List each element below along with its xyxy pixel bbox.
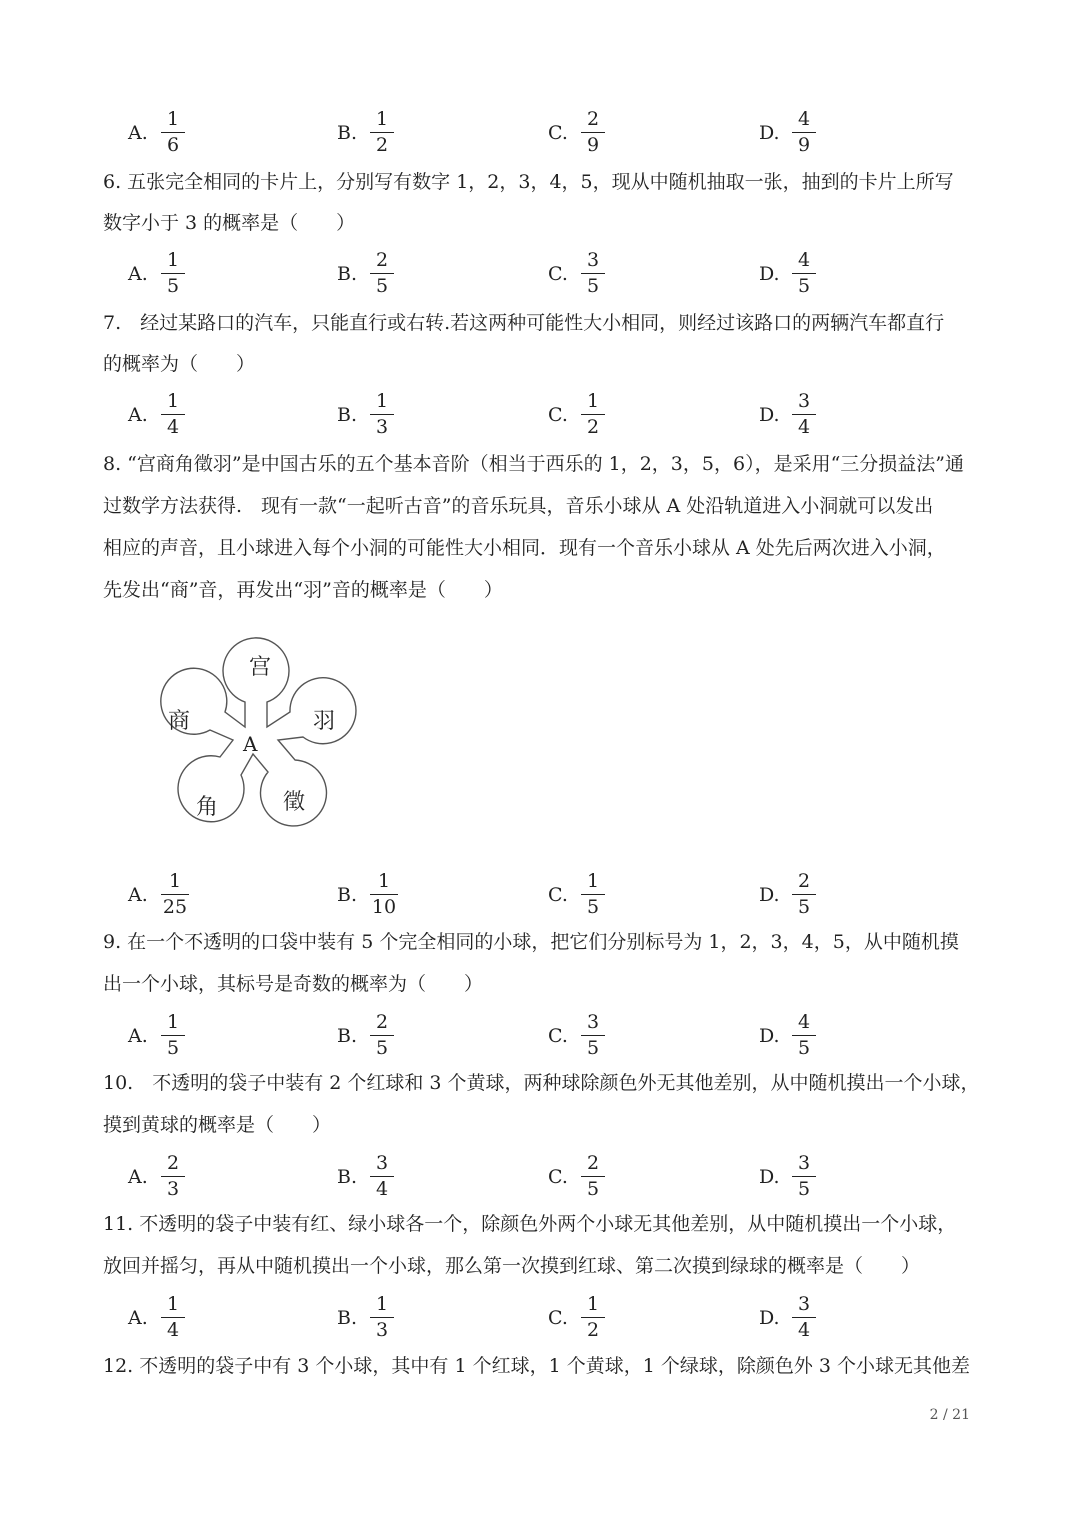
fraction xyxy=(789,108,819,158)
fraction-bar xyxy=(581,132,605,133)
fraction xyxy=(789,870,819,920)
fraction xyxy=(789,249,819,299)
option-row xyxy=(0,108,1080,158)
fraction-bar xyxy=(370,273,394,274)
fraction-bar xyxy=(792,1176,816,1177)
fraction-denominator: 5 xyxy=(797,896,811,918)
fraction xyxy=(578,1293,608,1343)
option-label: C. xyxy=(548,1166,568,1188)
fraction-numerator: 4 xyxy=(797,1011,811,1033)
fraction-denominator: 9 xyxy=(586,134,600,156)
fraction-bar xyxy=(792,894,816,895)
fraction xyxy=(578,108,608,158)
fraction xyxy=(578,1152,608,1202)
option-label: C. xyxy=(548,263,568,285)
fraction-denominator: 5 xyxy=(375,1037,389,1059)
fraction-denominator: 4 xyxy=(797,416,811,438)
option-label: C. xyxy=(548,1025,568,1047)
fraction-numerator: 1 xyxy=(166,390,180,412)
fraction-denominator: 5 xyxy=(166,275,180,297)
fraction-numerator: 3 xyxy=(797,1293,811,1315)
center-a: A xyxy=(243,732,258,756)
fraction xyxy=(158,1152,188,1202)
fraction-numerator: 1 xyxy=(586,1293,600,1315)
fraction xyxy=(367,1152,397,1202)
fraction xyxy=(578,870,608,920)
music-ball-diagram xyxy=(140,632,365,847)
option-row xyxy=(0,870,1080,920)
fraction-numerator: 2 xyxy=(586,1152,600,1174)
q10-line1: 10. 不透明的袋子中装有 2 个红球和 3 个黄球，两种球除颜色外无其他差别，从中随机摸出一个小球， xyxy=(103,1072,980,1094)
fraction-bar xyxy=(581,1176,605,1177)
option-label: B. xyxy=(337,1307,358,1329)
fraction-bar xyxy=(792,132,816,133)
fraction-numerator: 1 xyxy=(375,108,389,130)
fraction-numerator: 1 xyxy=(166,108,180,130)
option-label: B. xyxy=(337,1025,358,1047)
option-label: A. xyxy=(128,1307,148,1329)
fraction-numerator: 4 xyxy=(797,108,811,130)
fraction-bar xyxy=(792,1317,816,1318)
option-row xyxy=(0,1293,1080,1343)
option-label: D. xyxy=(759,263,780,285)
option-label: B. xyxy=(337,122,358,144)
option-label: C. xyxy=(548,884,568,906)
fraction-numerator: 1 xyxy=(166,249,180,271)
fraction-denominator: 5 xyxy=(797,275,811,297)
fraction xyxy=(367,1011,397,1061)
fraction-numerator: 3 xyxy=(375,1152,389,1174)
option-label: D. xyxy=(759,122,780,144)
fraction-numerator: 2 xyxy=(797,870,811,892)
fraction-numerator: 1 xyxy=(586,870,600,892)
fraction-denominator: 4 xyxy=(166,1319,180,1341)
option-label: D. xyxy=(759,1025,780,1047)
note-jiao: 角 xyxy=(196,795,219,820)
option-label: C. xyxy=(548,1307,568,1329)
fraction-denominator: 10 xyxy=(371,896,397,918)
q8-line2: 过数学方法获得. 现有一款“一起听古音”的音乐玩具，音乐小球从 A 处沿轨道进入小洞就可以发出 xyxy=(103,495,934,517)
fraction-bar xyxy=(161,1176,185,1177)
q7-line2: 的概率为（ ） xyxy=(103,353,256,375)
fraction-bar xyxy=(161,414,185,415)
fraction-numerator: 2 xyxy=(375,249,389,271)
fraction-numerator: 2 xyxy=(166,1152,180,1174)
fraction-denominator: 5 xyxy=(797,1178,811,1200)
option-row xyxy=(0,1011,1080,1061)
fraction-numerator: 3 xyxy=(586,249,600,271)
q7-line1: 7. 经过某路口的汽车，只能直行或右转.若这两种可能性大小相同，则经过该路口的两辆汽车都直行 xyxy=(103,312,945,334)
fraction-numerator: 1 xyxy=(166,1011,180,1033)
fraction-bar xyxy=(161,1035,185,1036)
fraction-bar xyxy=(792,1035,816,1036)
fraction-denominator: 6 xyxy=(166,134,180,156)
option-label: A. xyxy=(128,263,148,285)
option-label: C. xyxy=(548,404,568,426)
fraction-denominator: 5 xyxy=(797,1037,811,1059)
note-zhi: 徵 xyxy=(283,790,306,815)
fraction-bar xyxy=(581,1317,605,1318)
fraction-denominator: 5 xyxy=(586,1178,600,1200)
page-number: 2 / 21 xyxy=(929,1407,970,1423)
option-row xyxy=(0,1152,1080,1202)
option-label: A. xyxy=(128,404,148,426)
option-label: C. xyxy=(548,122,568,144)
fraction xyxy=(789,1293,819,1343)
option-label: B. xyxy=(337,263,358,285)
fraction-bar xyxy=(161,273,185,274)
fraction xyxy=(789,390,819,440)
fraction-denominator: 2 xyxy=(586,1319,600,1341)
fraction-numerator: 2 xyxy=(586,108,600,130)
option-label: B. xyxy=(337,884,358,906)
option-label: D. xyxy=(759,1166,780,1188)
fraction-denominator: 3 xyxy=(375,416,389,438)
fraction xyxy=(367,108,397,158)
fraction-denominator: 5 xyxy=(375,275,389,297)
fraction xyxy=(367,1293,397,1343)
fraction-numerator: 2 xyxy=(375,1011,389,1033)
fraction-bar xyxy=(581,273,605,274)
q8-line4: 先发出“商”音，再发出“羽”音的概率是（ ） xyxy=(103,579,503,601)
note-gong: 宫 xyxy=(249,655,272,680)
option-label: D. xyxy=(759,1307,780,1329)
fraction xyxy=(578,390,608,440)
fraction xyxy=(158,870,192,920)
q12-line1: 12. 不透明的袋子中有 3 个小球，其中有 1 个红球，1 个黄球，1 个绿球，除颜色外 3 个小球无其他差 xyxy=(103,1355,971,1377)
note-yu: 羽 xyxy=(313,709,336,734)
fraction-bar xyxy=(792,414,816,415)
fraction xyxy=(158,249,188,299)
option-label: D. xyxy=(759,884,780,906)
fraction-numerator: 1 xyxy=(166,1293,180,1315)
q6-line1: 6. 五张完全相同的卡片上，分别写有数字 1，2，3，4，5，现从中随机抽取一张，抽到的卡片上所写 xyxy=(103,171,954,193)
option-label: B. xyxy=(337,1166,358,1188)
option-label: A. xyxy=(128,1166,148,1188)
option-row xyxy=(0,249,1080,299)
fraction-bar xyxy=(161,1317,185,1318)
fraction xyxy=(367,870,401,920)
fraction-denominator: 3 xyxy=(375,1319,389,1341)
fraction xyxy=(158,390,188,440)
fraction-numerator: 1 xyxy=(375,1293,389,1315)
fraction xyxy=(789,1152,819,1202)
fraction xyxy=(158,1011,188,1061)
fraction-denominator: 9 xyxy=(797,134,811,156)
fraction-numerator: 1 xyxy=(377,870,391,892)
fraction-bar xyxy=(581,414,605,415)
option-label: D. xyxy=(759,404,780,426)
fraction-bar xyxy=(370,1317,394,1318)
fraction xyxy=(578,1011,608,1061)
fraction-numerator: 3 xyxy=(797,1152,811,1174)
fraction-bar xyxy=(370,1035,394,1036)
fraction-denominator: 5 xyxy=(586,1037,600,1059)
fraction-numerator: 1 xyxy=(586,390,600,412)
fraction-denominator: 4 xyxy=(375,1178,389,1200)
fraction-numerator: 3 xyxy=(586,1011,600,1033)
fraction-numerator: 1 xyxy=(168,870,182,892)
fraction-denominator: 4 xyxy=(166,416,180,438)
q10-line2: 摸到黄球的概率是（ ） xyxy=(103,1114,332,1136)
fraction-numerator: 3 xyxy=(797,390,811,412)
fraction xyxy=(367,390,397,440)
fraction xyxy=(158,108,188,158)
fraction-bar xyxy=(370,1176,394,1177)
fraction-denominator: 3 xyxy=(166,1178,180,1200)
q8-line3: 相应的声音，且小球进入每个小洞的可能性大小相同．现有一个音乐小球从 A 处先后两次进入小洞， xyxy=(103,537,946,559)
fraction-bar xyxy=(370,132,394,133)
q6-line2: 数字小于 3 的概率是（ ） xyxy=(103,212,356,234)
fraction-bar xyxy=(581,894,605,895)
fraction-denominator: 25 xyxy=(162,896,188,918)
option-label: A. xyxy=(128,122,148,144)
fraction-denominator: 2 xyxy=(375,134,389,156)
fraction xyxy=(158,1293,188,1343)
option-row xyxy=(0,390,1080,440)
q11-line2: 放回并摇匀，再从中随机摸出一个小球，那么第一次摸到红球、第二次摸到绿球的概率是（ ） xyxy=(103,1255,921,1277)
fraction-denominator: 5 xyxy=(166,1037,180,1059)
note-shang: 商 xyxy=(168,709,191,734)
fraction-denominator: 5 xyxy=(586,275,600,297)
option-label: B. xyxy=(337,404,358,426)
fraction-numerator: 1 xyxy=(375,390,389,412)
fraction xyxy=(578,249,608,299)
q8-line1: 8. “宫商角徵羽”是中国古乐的五个基本音阶（相当于西乐的 1，2，3，5，6），是采用“三分损益法”通 xyxy=(103,453,965,475)
fraction-bar xyxy=(370,414,394,415)
fraction-bar xyxy=(370,894,398,895)
fraction-bar xyxy=(161,894,189,895)
q9-line2: 出一个小球，其标号是奇数的概率为（ ） xyxy=(103,973,484,995)
option-label: A. xyxy=(128,884,148,906)
fraction-denominator: 4 xyxy=(797,1319,811,1341)
fraction-bar xyxy=(161,132,185,133)
fraction-numerator: 4 xyxy=(797,249,811,271)
q9-line1: 9. 在一个不透明的口袋中装有 5 个完全相同的小球，把它们分别标号为 1，2，3，4，5，从中随机摸 xyxy=(103,931,959,953)
fraction xyxy=(367,249,397,299)
fraction-denominator: 2 xyxy=(586,416,600,438)
option-label: A. xyxy=(128,1025,148,1047)
fraction-bar xyxy=(581,1035,605,1036)
fraction-bar xyxy=(792,273,816,274)
q11-line1: 11. 不透明的袋子中装有红、绿小球各一个，除颜色外两个小球无其他差别，从中随机摸出一个小球， xyxy=(103,1213,957,1235)
fraction xyxy=(789,1011,819,1061)
fraction-denominator: 5 xyxy=(586,896,600,918)
